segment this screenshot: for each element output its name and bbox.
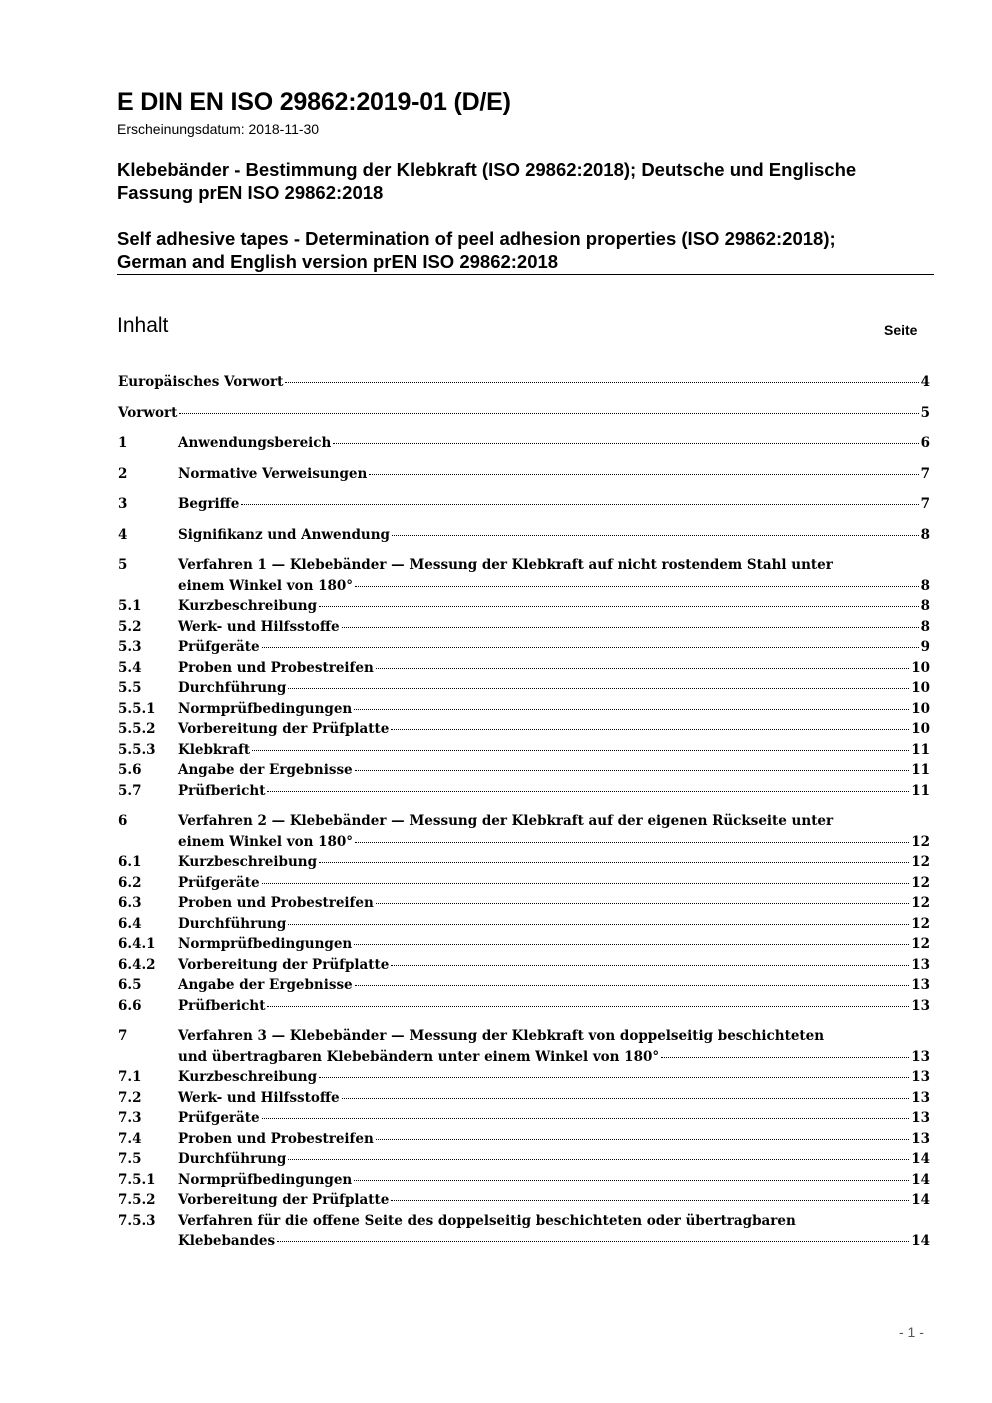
toc-leader (355, 842, 909, 843)
toc-leader (179, 413, 918, 414)
toc-entry-number: 5.6 (118, 762, 142, 778)
toc-entry[interactable] (118, 955, 930, 976)
toc-leader (267, 1006, 909, 1007)
toc-entry[interactable] (118, 433, 930, 454)
toc-entry-page: 14 (911, 1151, 930, 1167)
toc-page-label: Seite (884, 322, 918, 338)
toc-entry-multiline[interactable] (118, 555, 930, 576)
toc-leader (262, 1118, 910, 1119)
toc-entry-page: 10 (911, 680, 930, 696)
toc-leader (267, 791, 909, 792)
toc-entry-number: 5.2 (118, 618, 142, 635)
toc-entry-title: Vorwort (118, 404, 178, 421)
toc-entry-title-line-2: einem Winkel von 180° (178, 833, 354, 850)
toc-entry-number: 5.3 (118, 639, 142, 655)
toc-entry-page: 10 (911, 700, 930, 717)
toc-entry-page: 4 (920, 374, 930, 390)
toc-leader (661, 1057, 909, 1058)
toc-entry-number: 7.5.1 (118, 1171, 156, 1188)
toc-entry-number: 7.3 (118, 1110, 142, 1126)
toc-leader (355, 985, 910, 986)
toc-entry-number: 6.6 (118, 997, 142, 1014)
toc-leader (391, 965, 909, 966)
toc-entry[interactable] (118, 873, 930, 894)
toc-entry-number: 5.1 (118, 598, 142, 614)
toc-entry-number: 7.5 (118, 1151, 142, 1167)
toc-entry[interactable] (118, 719, 930, 740)
title-german (117, 158, 937, 204)
toc-entry-number: 5 (118, 557, 128, 573)
toc-leader (376, 668, 909, 669)
toc-leader (288, 688, 909, 689)
toc-entry-page: 8 (920, 577, 930, 594)
toc-entry-page: 12 (911, 833, 930, 850)
toc-entry-page: 12 (911, 854, 930, 870)
toc-entry[interactable] (118, 637, 930, 658)
toc-entry[interactable] (118, 596, 930, 617)
toc-entry-title: Werk- und Hilfsstoffe (178, 618, 340, 635)
toc-leader (319, 1077, 909, 1078)
toc-entry-page: 14 (911, 1171, 930, 1188)
publication-date: Erscheinungsdatum: 2018-11-30 (117, 121, 320, 137)
toc-entry[interactable] (118, 658, 930, 679)
document-id: E DIN EN ISO 29862:2019-01 (D/E) (117, 88, 511, 116)
toc-entry-title: Normative Verweisungen (178, 465, 368, 482)
toc-entry-page: 10 (911, 659, 930, 676)
toc-entry[interactable] (118, 996, 930, 1017)
toc-leader (342, 1098, 910, 1099)
toc-entry-number: 6.2 (118, 874, 142, 891)
toc-leader (376, 1139, 909, 1140)
toc-entry-number: 1 (118, 435, 128, 451)
toc-entry-title: Durchführung (178, 915, 287, 932)
toc-entry-number: 5.5 (118, 680, 142, 696)
toc-leader (252, 750, 909, 751)
toc-entry-title: Kurzbeschreibung (178, 1069, 318, 1085)
toc-entry-page: 8 (920, 526, 930, 543)
toc-leader (354, 709, 909, 710)
toc-entry-number: 5.5.3 (118, 741, 156, 758)
toc-entry[interactable] (118, 893, 930, 914)
toc-entry-page: 13 (911, 1069, 930, 1085)
toc-entry[interactable] (118, 1190, 930, 1211)
toc-entry[interactable] (118, 372, 930, 393)
toc-entry[interactable] (118, 525, 930, 546)
toc-entry-title: Kurzbeschreibung (178, 854, 318, 870)
toc-entry[interactable] (118, 852, 930, 873)
toc-leader (288, 1159, 909, 1160)
toc-entry[interactable] (118, 699, 930, 720)
toc-entry[interactable] (118, 678, 930, 699)
toc-entry-number: 5.5.2 (118, 721, 156, 737)
toc-entry-number: 5.5.1 (118, 700, 156, 717)
toc-entry-title-line-1: Verfahren 1 — Klebebänder — Messung der Klebkraft auf nicht rostendem Stahl unter (178, 557, 833, 573)
toc-entry-page: 7 (920, 465, 930, 482)
toc-entry[interactable] (118, 403, 930, 424)
toc-entry-number: 5.7 (118, 782, 142, 799)
toc-entry-title: Prüfgeräte (178, 1110, 260, 1126)
toc-leader (391, 729, 909, 730)
toc-entry-number: 6 (118, 813, 128, 829)
title-german-line-2: Fassung prEN ISO 29862:2018 (117, 182, 384, 203)
toc-entry[interactable] (118, 740, 930, 761)
toc-entry-title: Signifikanz und Anwendung (178, 526, 390, 543)
toc-leader (342, 627, 919, 628)
toc-entry-page: 14 (911, 1233, 930, 1249)
toc-entry[interactable] (118, 1108, 930, 1129)
toc-entry-page: 8 (920, 618, 930, 635)
toc-entry-multiline[interactable] (118, 1026, 930, 1047)
toc-entry-title: Prüfbericht (178, 997, 266, 1014)
toc-entry[interactable] (118, 1149, 930, 1170)
toc-entry-page: 12 (911, 895, 930, 911)
toc-entry-page: 13 (911, 956, 930, 973)
toc-entry-number: 7 (118, 1028, 128, 1044)
toc-entry-title: Normprüfbedingungen (178, 1171, 353, 1188)
toc-entry-title: Vorbereitung der Prüfplatte (178, 721, 390, 737)
toc-entry-page: 11 (911, 782, 930, 799)
page-number: - 1 - (899, 1324, 924, 1340)
toc-leader (354, 944, 909, 945)
toc-entry-number: 4 (118, 526, 128, 543)
toc-entry-page: 7 (920, 496, 930, 512)
toc-leader (355, 770, 910, 771)
toc-entry-title: Europäisches Vorwort (118, 374, 284, 390)
toc-entry-title: Durchführung (178, 1151, 287, 1167)
toc-entry-page: 12 (911, 936, 930, 952)
toc-entry-page: 11 (911, 762, 930, 778)
toc-entry[interactable] (118, 1170, 930, 1191)
toc-entry[interactable] (118, 617, 930, 638)
toc-entry-title: Klebkraft (178, 741, 251, 758)
toc-entry-title: Vorbereitung der Prüfplatte (178, 956, 390, 973)
toc-entry-number: 2 (118, 465, 128, 482)
toc-entry-multiline[interactable] (118, 1211, 930, 1232)
toc-entry-title: Angabe der Ergebnisse (178, 977, 353, 993)
toc-entry-number: 7.4 (118, 1130, 142, 1147)
toc-leader (288, 924, 909, 925)
toc-leader (392, 535, 919, 536)
table-of-contents (118, 372, 930, 1252)
toc-entry-title: Prüfbericht (178, 782, 266, 799)
toc-entry-title: Anwendungsbereich (178, 435, 332, 451)
toc-entry-number: 6.4.1 (118, 936, 156, 952)
toc-entry[interactable] (118, 464, 930, 485)
toc-leader (241, 504, 918, 505)
toc-leader (369, 474, 918, 475)
toc-entry[interactable] (118, 1067, 930, 1088)
toc-entry-page: 9 (920, 639, 930, 655)
toc-leader (319, 606, 919, 607)
toc-entry[interactable] (118, 760, 930, 781)
toc-entry[interactable] (118, 1129, 930, 1150)
title-english-line-1: Self adhesive tapes - Determination of peel adhesion properties (ISO 29862:2018); (117, 228, 836, 249)
toc-entry-title-line-2: Klebebandes (178, 1233, 276, 1249)
toc-entry-page: 6 (920, 435, 930, 451)
toc-entry-number: 6.1 (118, 854, 142, 870)
title-english (117, 227, 937, 273)
toc-entry[interactable] (118, 494, 930, 515)
title-german-line-1: Klebebänder - Bestimmung der Klebkraft (ISO 29862:2018); Deutsche und Englische (117, 159, 857, 180)
toc-entry-continuation[interactable] (118, 832, 930, 853)
toc-entry[interactable] (118, 1088, 930, 1109)
toc-leader (319, 862, 909, 863)
toc-entry-page: 5 (920, 404, 930, 421)
toc-entry-continuation[interactable] (118, 1231, 930, 1252)
toc-leader (354, 1180, 909, 1181)
toc-entry-title: Normprüfbedingungen (178, 936, 353, 952)
toc-entry-page: 13 (911, 997, 930, 1014)
toc-entry-title-line-1: Verfahren 2 — Klebebänder — Messung der Klebkraft auf der eigenen Rückseite unter (178, 813, 834, 829)
toc-entry-title: Werk- und Hilfsstoffe (178, 1089, 340, 1106)
toc-entry-page: 12 (911, 915, 930, 932)
toc-entry-number: 6.5 (118, 977, 142, 993)
toc-entry-title: Prüfgeräte (178, 639, 260, 655)
toc-entry-title: Prüfgeräte (178, 874, 260, 891)
toc-entry-page: 14 (911, 1192, 930, 1208)
toc-entry-title: Kurzbeschreibung (178, 598, 318, 614)
toc-entry[interactable] (118, 914, 930, 935)
toc-entry-multiline[interactable] (118, 811, 930, 832)
toc-entry-number: 5.4 (118, 659, 142, 676)
header-divider (117, 274, 934, 275)
toc-leader (376, 903, 909, 904)
toc-entry-title: Vorbereitung der Prüfplatte (178, 1192, 390, 1208)
toc-entry-title: Durchführung (178, 680, 287, 696)
toc-entry-page: 12 (911, 874, 930, 891)
toc-entry-page: 10 (911, 721, 930, 737)
toc-leader (262, 883, 910, 884)
toc-leader (277, 1241, 909, 1242)
toc-entry[interactable] (118, 934, 930, 955)
toc-entry-title: Proben und Probestreifen (178, 1130, 374, 1147)
toc-entry-title-line-1: Verfahren 3 — Klebebänder — Messung der Klebkraft von doppelseitig beschichteten (178, 1028, 825, 1044)
toc-entry-number: 7.5.2 (118, 1192, 156, 1208)
toc-leader (391, 1200, 909, 1201)
toc-entry-page: 13 (911, 1048, 930, 1065)
toc-entry-title: Proben und Probestreifen (178, 895, 374, 911)
toc-entry-number: 7.1 (118, 1069, 142, 1085)
toc-entry-page: 13 (911, 1110, 930, 1126)
toc-entry-page: 11 (911, 741, 930, 758)
toc-leader (355, 586, 919, 587)
toc-leader (333, 443, 918, 444)
toc-entry[interactable] (118, 975, 930, 996)
toc-entry[interactable] (118, 781, 930, 802)
toc-entry-number: 3 (118, 496, 128, 512)
toc-entry-page: 13 (911, 1130, 930, 1147)
toc-heading: Inhalt (117, 314, 169, 337)
toc-entry-number: 6.3 (118, 895, 142, 911)
toc-entry-number: 7.5.3 (118, 1212, 156, 1229)
toc-leader (285, 382, 918, 383)
title-english-line-2: German and English version prEN ISO 29862:2018 (117, 251, 559, 272)
toc-entry-title: Normprüfbedingungen (178, 700, 353, 717)
toc-entry-continuation[interactable] (118, 576, 930, 597)
toc-entry-title: Begriffe (178, 496, 240, 512)
toc-entry-continuation[interactable] (118, 1047, 930, 1068)
toc-entry-number: 6.4.2 (118, 956, 156, 973)
toc-entry-page: 13 (911, 1089, 930, 1106)
toc-entry-title-line-2: und übertragbaren Klebebändern unter einem Winkel von 180° (178, 1048, 660, 1065)
toc-entry-page: 13 (911, 977, 930, 993)
toc-entry-title-line-1: Verfahren für die offene Seite des doppelseitig beschichteten oder übertragbaren (178, 1212, 796, 1229)
toc-entry-number: 6.4 (118, 915, 142, 932)
toc-entry-page: 8 (920, 598, 930, 614)
toc-entry-title: Proben und Probestreifen (178, 659, 374, 676)
toc-leader (262, 647, 919, 648)
toc-entry-title-line-2: einem Winkel von 180° (178, 577, 354, 594)
toc-entry-number: 7.2 (118, 1089, 142, 1106)
toc-entry-title: Angabe der Ergebnisse (178, 762, 353, 778)
